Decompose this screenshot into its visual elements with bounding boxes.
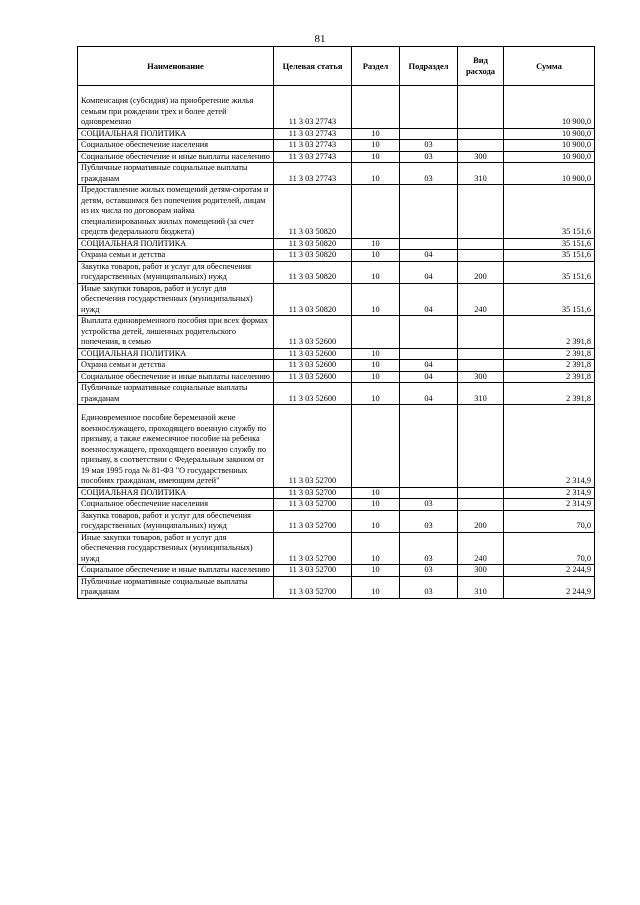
cell-subsection: 03 [400,510,458,532]
cell-name: Социальное обеспечение и иные выплаты населению [78,371,274,383]
cell-section: 10 [352,151,400,163]
cell-name: СОЦИАЛЬНАЯ ПОЛИТИКА [78,128,274,140]
cell-sum: 2 391,8 [504,383,595,405]
cell-name: Единовременное пособие беременной жене военнослужащего, проходящего военную службу по призыву, а также ежемесячное пособие на ребенка военнослужащего, проходящего военную службу по призыву, в соответствии с Федеральным законом от 19 мая 1995 года № 81-ФЗ "О государственных пособиях гражданам, имеющим детей" [78,405,274,488]
cell-type [458,185,504,239]
cell-type: 300 [458,371,504,383]
cell-code: 11 3 03 50820 [274,238,352,250]
cell-name: Публичные нормативные социальные выплаты гражданам [78,163,274,185]
cell-sum: 2 244,9 [504,565,595,577]
header-name: Наименование [78,47,274,86]
cell-name: Иные закупки товаров, работ и услуг для обеспечения государственных (муниципальных) нужд [78,532,274,565]
cell-type: 200 [458,261,504,283]
cell-code: 11 3 03 52700 [274,405,352,488]
cell-section: 10 [352,532,400,565]
cell-subsection [400,316,458,349]
table-row [78,405,595,488]
header-subsection: Подраздел [400,47,458,86]
cell-section [352,86,400,129]
cell-section: 10 [352,383,400,405]
cell-section: 10 [352,140,400,152]
cell-subsection: 03 [400,532,458,565]
cell-type [458,238,504,250]
cell-type [458,487,504,499]
cell-type: 310 [458,576,504,598]
cell-sum: 70,0 [504,532,595,565]
cell-code: 11 3 03 27743 [274,140,352,152]
cell-name: Закупка товаров, работ и услуг для обеспечения государственных (муниципальных) нужд [78,510,274,532]
cell-type [458,348,504,360]
budget-table [77,46,595,599]
cell-subsection [400,185,458,239]
table-row [78,128,595,140]
cell-code: 11 3 03 52700 [274,499,352,511]
cell-sum: 2 391,8 [504,316,595,349]
cell-subsection [400,487,458,499]
cell-sum: 2 391,8 [504,371,595,383]
table-row [78,487,595,499]
cell-sum: 35 151,6 [504,250,595,262]
cell-sum: 2 314,9 [504,405,595,488]
table-row [78,261,595,283]
cell-code: 11 3 03 52600 [274,383,352,405]
cell-type: 300 [458,565,504,577]
cell-sum: 2 314,9 [504,499,595,511]
cell-subsection: 03 [400,151,458,163]
cell-subsection: 04 [400,360,458,372]
cell-sum: 10 900,0 [504,86,595,129]
cell-name: Публичные нормативные социальные выплаты гражданам [78,576,274,598]
cell-subsection [400,238,458,250]
cell-code: 11 3 03 50820 [274,261,352,283]
cell-sum: 35 151,6 [504,283,595,316]
cell-section: 10 [352,250,400,262]
cell-sum: 2 314,9 [504,487,595,499]
cell-type: 310 [458,383,504,405]
table-row [78,86,595,129]
cell-name: Компенсация (субсидия) на приобретение жилья семьям при рождении трех и более детей одновременно [78,86,274,129]
cell-subsection: 03 [400,499,458,511]
cell-subsection [400,86,458,129]
cell-type: 240 [458,283,504,316]
cell-type: 300 [458,151,504,163]
table-row [78,510,595,532]
cell-sum: 10 900,0 [504,163,595,185]
cell-type: 200 [458,510,504,532]
cell-sum: 35 151,6 [504,238,595,250]
cell-subsection: 04 [400,261,458,283]
header-sum: Сумма [504,47,595,86]
cell-type [458,316,504,349]
table-row [78,499,595,511]
cell-name: Охрана семьи и детства [78,360,274,372]
cell-code: 11 3 03 52600 [274,360,352,372]
cell-type [458,405,504,488]
cell-section: 10 [352,238,400,250]
table-row [78,565,595,577]
cell-section [352,185,400,239]
cell-name: Охрана семьи и детства [78,250,274,262]
cell-code: 11 3 03 50820 [274,185,352,239]
cell-section: 10 [352,565,400,577]
cell-section: 10 [352,576,400,598]
cell-name: Предоставление жилых помещений детям-сиротам и детям, оставшимся без попечения родителей, лицам из их числа по договорам найма специализированных жилых помещений (за счет средств федерального бюджета) [78,185,274,239]
cell-code: 11 3 03 52600 [274,371,352,383]
table-header-row [78,47,595,86]
cell-code: 11 3 03 52700 [274,487,352,499]
cell-section: 10 [352,499,400,511]
cell-subsection: 03 [400,576,458,598]
table-row [78,140,595,152]
cell-section [352,405,400,488]
table-row [78,383,595,405]
cell-sum: 35 151,6 [504,185,595,239]
cell-code: 11 3 03 27743 [274,151,352,163]
cell-code: 11 3 03 27743 [274,128,352,140]
cell-name: СОЦИАЛЬНАЯ ПОЛИТИКА [78,238,274,250]
cell-code: 11 3 03 50820 [274,250,352,262]
cell-code: 11 3 03 50820 [274,283,352,316]
cell-subsection [400,405,458,488]
header-code: Целевая статья [274,47,352,86]
cell-code: 11 3 03 52600 [274,316,352,349]
table-row [78,163,595,185]
cell-code: 11 3 03 52700 [274,532,352,565]
table-row [78,250,595,262]
cell-sum: 2 244,9 [504,576,595,598]
table-row [78,316,595,349]
page-number: 81 [314,33,326,45]
cell-sum: 70,0 [504,510,595,532]
cell-type [458,86,504,129]
header-type: Вид расхода [458,47,504,86]
table-row [78,151,595,163]
table-row [78,360,595,372]
cell-sum: 10 900,0 [504,151,595,163]
table-row [78,283,595,316]
cell-type: 310 [458,163,504,185]
cell-section: 10 [352,348,400,360]
cell-code: 11 3 03 52700 [274,576,352,598]
cell-name: Социальное обеспечение населения [78,499,274,511]
cell-subsection: 04 [400,371,458,383]
cell-code: 11 3 03 52700 [274,565,352,577]
cell-name: Закупка товаров, работ и услуг для обеспечения государственных (муниципальных) нужд [78,261,274,283]
cell-sum: 10 900,0 [504,128,595,140]
cell-sum: 35 151,6 [504,261,595,283]
cell-name: СОЦИАЛЬНАЯ ПОЛИТИКА [78,487,274,499]
cell-subsection: 04 [400,250,458,262]
cell-subsection: 03 [400,565,458,577]
cell-name: Социальное обеспечение и иные выплаты населению [78,565,274,577]
cell-name: Социальное обеспечение населения [78,140,274,152]
table-row [78,348,595,360]
cell-type [458,499,504,511]
cell-name: Выплата единовременного пособия при всех формах устройства детей, лишенных родительского попечения, в семью [78,316,274,349]
cell-section: 10 [352,487,400,499]
cell-sum: 10 900,0 [504,140,595,152]
cell-name: Иные закупки товаров, работ и услуг для обеспечения государственных (муниципальных) нужд [78,283,274,316]
cell-type [458,360,504,372]
table-row [78,238,595,250]
cell-section: 10 [352,128,400,140]
cell-type: 240 [458,532,504,565]
header-section: Раздел [352,47,400,86]
cell-subsection: 03 [400,163,458,185]
cell-subsection [400,128,458,140]
cell-type [458,250,504,262]
cell-name: СОЦИАЛЬНАЯ ПОЛИТИКА [78,348,274,360]
cell-section [352,316,400,349]
cell-subsection: 03 [400,140,458,152]
cell-subsection: 04 [400,383,458,405]
table-row [78,185,595,239]
cell-section: 10 [352,261,400,283]
cell-code: 11 3 03 52700 [274,510,352,532]
cell-section: 10 [352,510,400,532]
cell-section: 10 [352,360,400,372]
cell-section: 10 [352,163,400,185]
cell-type [458,128,504,140]
cell-sum: 2 391,8 [504,348,595,360]
cell-subsection [400,348,458,360]
cell-code: 11 3 03 27743 [274,86,352,129]
cell-section: 10 [352,371,400,383]
cell-type [458,140,504,152]
table-row [78,532,595,565]
cell-code: 11 3 03 27743 [274,163,352,185]
cell-code: 11 3 03 52600 [274,348,352,360]
table-row [78,576,595,598]
cell-name: Публичные нормативные социальные выплаты гражданам [78,383,274,405]
cell-section: 10 [352,283,400,316]
cell-sum: 2 391,8 [504,360,595,372]
table-body [78,86,595,599]
cell-name: Социальное обеспечение и иные выплаты населению [78,151,274,163]
cell-subsection: 04 [400,283,458,316]
table-row [78,371,595,383]
